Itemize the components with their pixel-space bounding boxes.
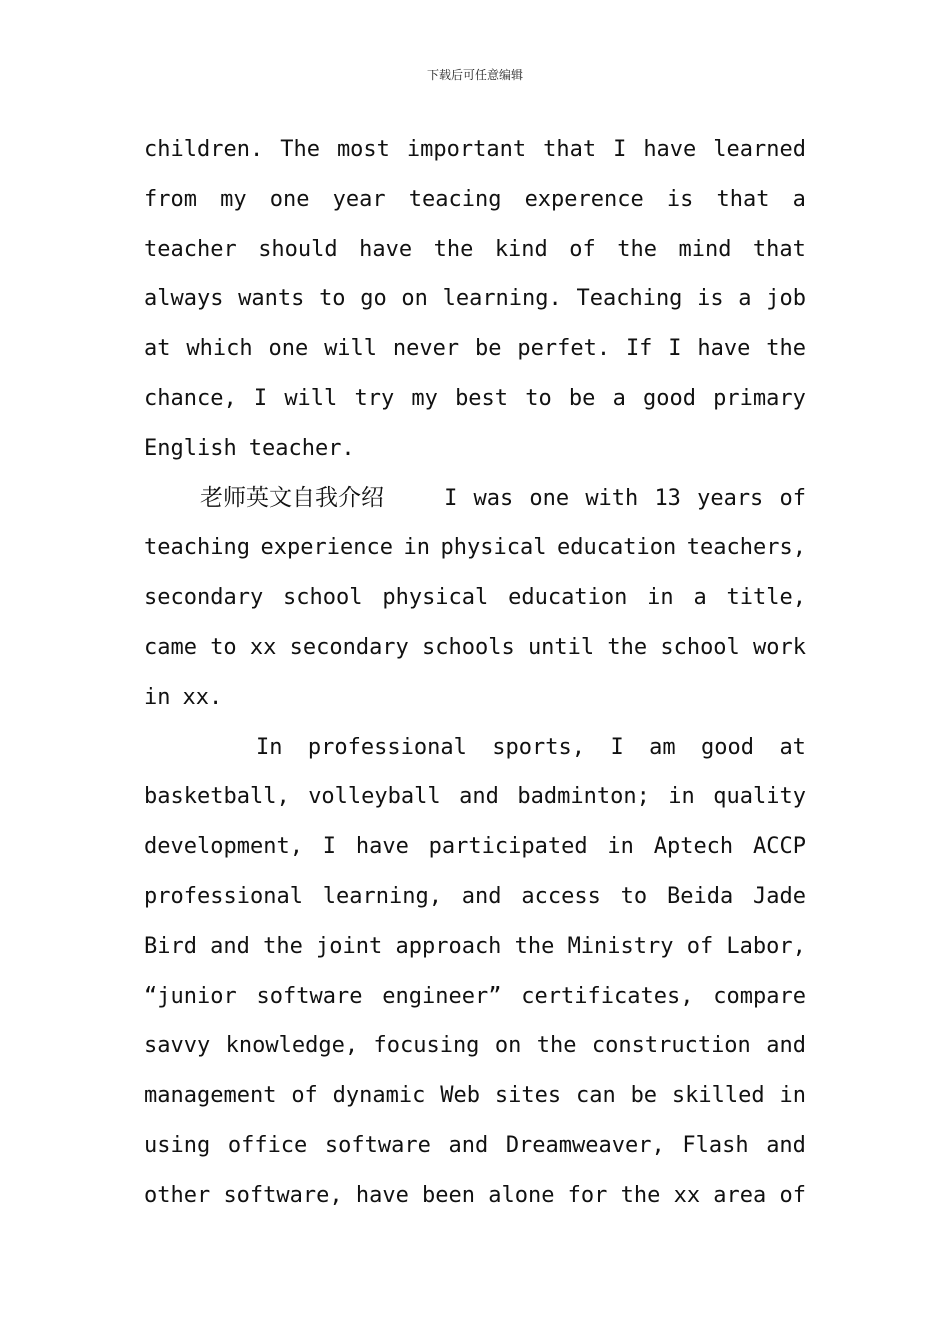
word: software (256, 983, 363, 1009)
word: my (220, 186, 247, 212)
word: xx. (182, 684, 223, 710)
word: a (738, 286, 752, 312)
word: access (521, 883, 601, 909)
text-line (144, 523, 806, 573)
word: I (610, 734, 624, 760)
word: Web (440, 1083, 480, 1109)
word: compare (713, 983, 806, 1009)
word: in (607, 834, 634, 860)
word: years (697, 485, 764, 511)
text-line (144, 822, 806, 872)
word: a (612, 385, 626, 411)
word: teaching (144, 535, 250, 561)
text-line (144, 324, 806, 374)
word: can (575, 1083, 616, 1109)
word: wants (238, 286, 305, 312)
word: one (529, 485, 570, 511)
word: the (433, 236, 474, 262)
text-line (144, 723, 806, 773)
word: in (779, 1083, 806, 1109)
word: teacing (408, 186, 502, 212)
word: of (686, 933, 714, 959)
word: badminton; (517, 784, 650, 810)
text-line (144, 1171, 806, 1221)
paragraph (144, 474, 806, 723)
word: Labor, (726, 933, 806, 959)
word: always (144, 286, 224, 312)
word: Flash (682, 1132, 749, 1158)
word: “junior (144, 983, 237, 1009)
section-heading: 老师英文自我介绍 (200, 484, 384, 511)
word: primary (713, 385, 806, 411)
word: chance, (144, 385, 237, 411)
word: be (630, 1083, 658, 1109)
word: one (269, 186, 310, 212)
text-line (144, 474, 806, 524)
word: in (647, 585, 674, 611)
word: to (620, 883, 648, 909)
word: never (392, 336, 460, 362)
word: sports, (492, 734, 586, 760)
word: secondary (289, 634, 409, 660)
word: quality (713, 784, 806, 810)
word: teacher (144, 236, 237, 262)
word: volleyball (308, 784, 441, 810)
word: teacher. (248, 435, 355, 461)
word: English (144, 435, 237, 461)
word: to (210, 634, 237, 660)
word: the (514, 933, 555, 959)
text-line (144, 872, 806, 922)
word: Aptech (653, 834, 734, 860)
word: at (779, 734, 806, 760)
word: Dreamweaver, (505, 1132, 665, 1158)
text-line (144, 922, 806, 972)
word: one (268, 336, 309, 362)
word: construction (591, 1033, 751, 1059)
word: the (620, 1182, 661, 1208)
word: school (660, 634, 740, 660)
word: knowledge, (225, 1033, 359, 1059)
word: Beida (666, 883, 734, 909)
word: have (697, 336, 751, 362)
word: children. (144, 137, 264, 162)
word: physical (382, 585, 489, 611)
word: is (666, 186, 694, 212)
word: am (649, 734, 676, 760)
word: The (280, 137, 320, 162)
word: 13 (654, 485, 681, 511)
word: kind (494, 236, 548, 262)
word: and (448, 1132, 489, 1158)
word: job (766, 286, 806, 312)
word: be (568, 385, 596, 411)
word: that (716, 186, 770, 212)
word: other (144, 1182, 211, 1208)
word: Bird (144, 933, 197, 959)
word: and (459, 784, 499, 810)
word: and (210, 933, 250, 959)
text-line (144, 1021, 806, 1071)
word: a (792, 186, 806, 212)
word: try (354, 385, 395, 411)
word: have (643, 137, 697, 162)
word: skilled (671, 1083, 765, 1109)
word: professional (144, 883, 303, 909)
text-line (144, 274, 806, 324)
word: which (186, 336, 253, 362)
text-line (144, 1071, 806, 1121)
word: best (455, 385, 509, 411)
word: on (401, 286, 428, 312)
paragraph (144, 125, 806, 474)
word: learning. (442, 286, 562, 312)
text-line (144, 623, 806, 673)
word: alone (488, 1182, 555, 1208)
word: will (324, 336, 378, 362)
word: I (444, 485, 458, 511)
word: office (227, 1132, 308, 1158)
word: will (284, 385, 338, 411)
text-line (144, 1121, 806, 1171)
word: If (625, 336, 653, 362)
word: xx (673, 1182, 701, 1208)
word: area (713, 1182, 767, 1208)
word: joint (316, 933, 383, 959)
word: the (766, 336, 806, 362)
word: to (319, 286, 346, 312)
word: was (473, 485, 514, 511)
word: experence (524, 186, 644, 212)
word: the (607, 634, 648, 660)
word: in (403, 535, 430, 561)
word: sites (494, 1083, 562, 1109)
word: from (144, 186, 197, 212)
text-line (144, 125, 806, 175)
word: of (779, 1182, 806, 1208)
word: experience (260, 535, 393, 561)
text-line (144, 225, 806, 275)
word: management (144, 1083, 277, 1109)
word: of (569, 236, 596, 262)
word: in (144, 684, 171, 710)
word: at (144, 336, 171, 362)
word: In (256, 734, 283, 760)
word: be (475, 336, 502, 362)
word: learned (713, 137, 806, 162)
word: secondary (144, 585, 264, 611)
paragraph (144, 723, 806, 1221)
word: good (701, 734, 755, 760)
word: until (527, 634, 595, 660)
word: the (617, 236, 657, 262)
word: school (283, 585, 363, 611)
word: perfet. (517, 336, 611, 362)
word: development, (144, 834, 303, 860)
word: the (263, 933, 303, 959)
text-line (144, 573, 806, 623)
word: I (668, 336, 682, 362)
text-line (144, 972, 806, 1022)
word: to (525, 385, 552, 411)
word: certificates, (521, 983, 694, 1009)
word: good (642, 385, 696, 411)
document-body (144, 125, 806, 1221)
word: Teaching (576, 286, 683, 312)
word: is (697, 286, 724, 312)
word: been (422, 1182, 476, 1208)
word: have (359, 236, 413, 262)
text-line (144, 424, 806, 474)
word: on (494, 1033, 522, 1059)
word: go (360, 286, 387, 312)
word: software, (223, 1182, 343, 1208)
word: that (752, 236, 806, 262)
word: important (406, 137, 527, 162)
word: that (543, 137, 597, 162)
word: schools (422, 634, 515, 660)
word: for (567, 1182, 608, 1208)
page-header: 下载后可任意编辑 (426, 68, 523, 82)
word: teachers, (686, 535, 806, 561)
word: basketball, (144, 784, 290, 810)
word: I (613, 137, 627, 162)
word: education (508, 585, 628, 611)
word: work (753, 634, 806, 660)
word: professional (307, 734, 467, 760)
word: ACCP (753, 834, 806, 860)
word: most (336, 137, 390, 162)
text-line (144, 673, 806, 723)
word: participated (428, 834, 588, 860)
word: savvy (144, 1033, 211, 1059)
text-line (144, 772, 806, 822)
word: and (766, 1132, 806, 1158)
word: a (693, 585, 707, 611)
word: title, (726, 585, 806, 611)
word: and (461, 883, 502, 909)
word: software (324, 1132, 431, 1158)
word: have (355, 834, 409, 860)
word: with (585, 485, 639, 511)
word: learning, (322, 883, 442, 909)
text-line (144, 374, 806, 424)
word: Ministry (567, 933, 674, 959)
word: dynamic (332, 1083, 426, 1109)
word: engineer” (382, 983, 502, 1009)
word: and (766, 1033, 806, 1059)
word: I (253, 385, 268, 411)
word: my (411, 385, 438, 411)
word: year (332, 186, 386, 212)
word: focusing (373, 1033, 480, 1059)
word: in (668, 784, 695, 810)
word: using (144, 1132, 211, 1158)
word: the (536, 1033, 577, 1059)
word: should (258, 236, 338, 262)
word: have (355, 1182, 409, 1208)
word: mind (678, 236, 732, 262)
word: approach (395, 933, 502, 959)
word: xx (249, 634, 277, 660)
word: of (779, 485, 806, 511)
word: education (557, 535, 677, 561)
word: physical (440, 535, 547, 561)
text-line (144, 175, 806, 225)
word: of (291, 1083, 318, 1109)
word: came (144, 634, 197, 660)
word: Jade (753, 883, 806, 909)
word: I (322, 834, 337, 860)
